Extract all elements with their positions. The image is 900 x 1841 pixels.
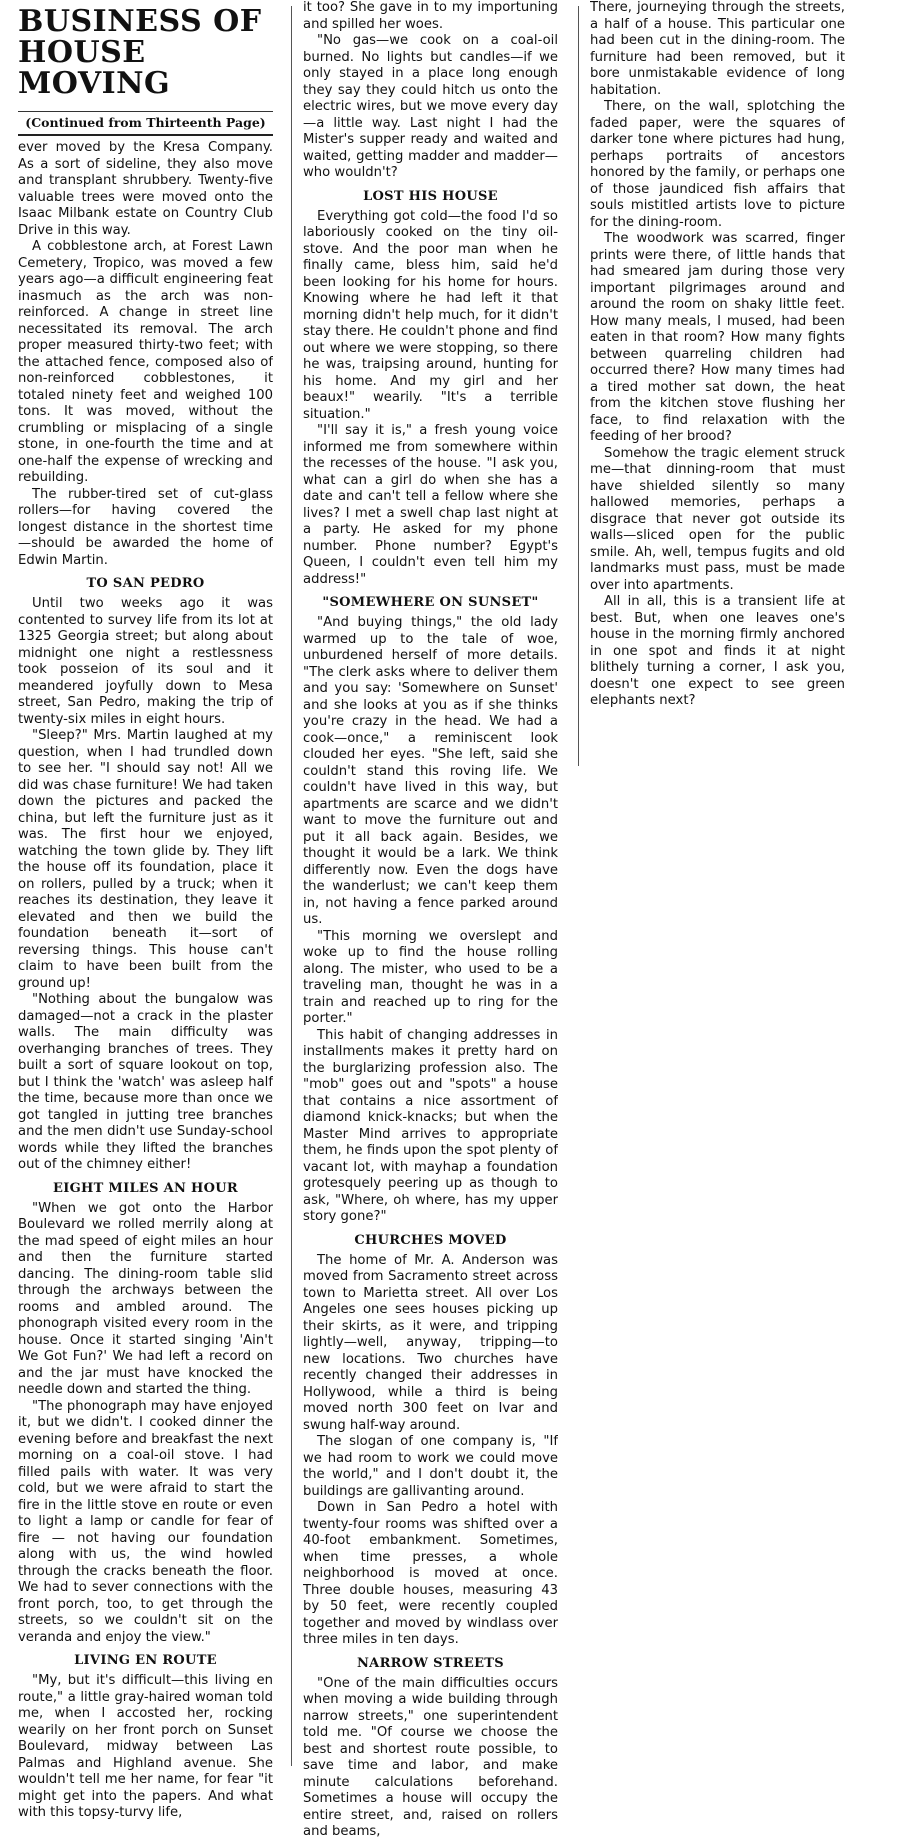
subheading: "SOMEWHERE ON SUNSET" [322,595,539,610]
paragraph: Somehow the tragic element struck me—that dinning-room that must have shielded silently so many hallowed memories, perhaps a disgrace that never got outside its walls—sliced open for the public smile. Ah, well, tempus fugits and old landmarks must pass, must be made over into apartments. [590,445,845,593]
paragraph: ever moved by the Kresa Company. As a sort of sideline, they also move and transplant shrubbery. Twenty-five valuable trees were moved onto the Isaac Milbank estate on Country Club Drive in this way. [18,140,273,238]
paragraph: "Sleep?" Mrs. Martin laughed at my question, when I had trundled down to see her. "I should say not! All we did was chase furniture! We had taken down the pictures and packed the china, but left the furniture just as it was. The first hour we enjoyed, watching the town glide by. They lift the house off its foundation, place it on rollers, pulled by a truck; when it reaches its destination, they leave it elevated and then we build the foundation beneath it—sort of reversing things. This house can't claim to have been built from the ground up! [18,728,273,991]
subheading: LOST HIS HOUSE [363,188,498,204]
column-3 [590,0,845,710]
headline-line-1: BUSINESS OF [18,4,262,39]
column-1-body [18,140,273,1822]
paragraph: "One of the main difficulties occurs when moving a wide building through narrow streets," one superintendent told me. "Of course we choose the best and shortest route possible, to save time and labor, and make minute calculations beforehand. Sometimes a house will occupy the entire street, and, raised on rollers and beams, [303,1675,558,1839]
paragraph: The woodwork was scarred, finger prints were there, of little hands that had smeared jam during those very important pilgrimages around and around the room on shaky little feet. How many meals, I mused, had been eaten in that room? How many fights between quarreling children had occurred there? How many times had a tired mother sat down, the heat from the kitchen stove flushing her face, to find relaxation with the feeding of her brood? [590,231,845,444]
paragraph: it too? She gave in to my importuning and spilled her woes. [303,0,558,32]
paragraph: "Nothing about the bungalow was damaged—not a crack in the plaster walls. The main difficulty was overhanging branches of trees. They built a sort of square lookout on top, but I think the 'watch' was asleep half the time, because more than once we got tangled in jutting tree branches and the men didn't use Sunday-school words while they lifted the branches out of the chimney either! [18,992,273,1172]
paragraph: The home of Mr. A. Anderson was moved from Sacramento street across town to Marietta street. All over Los Angeles one sees houses picking up their skirts, as it were, and tripping lightly—well, anyway, tripping—to new locations. Two churches have recently changed their addresses in Hollywood, while a third is being moved north 300 feet on Ivar and swung half-way around. [303,1252,558,1433]
column-rule [578,6,579,766]
paragraph: Down in San Pedro a hotel with twenty-four rooms was shifted over a 40-foot embankment. Sometimes, when time presses, a whole neighborhood is moved at once. Three double houses, measuring 43 by 50 feet, were recently coupled together and moved by windlass over three miles in ten days. [303,1500,558,1647]
paragraph: A cobblestone arch, at Forest Lawn Cemetery, Tropico, was moved a few years ago—a difficult engineering feat inasmuch as the arch was non-reinforced. A change in street line necessitated its removal. The arch proper measured thirty-two feet; with the attached fence, composed also of non-reinforced cobblestones, it totaled ninety feet and weighed 100 tons. It was moved, without the crumbling or misplacing of a single stone, in one-fourth the time and at one-half the expense of wrecking and rebuilding. [18,239,273,485]
paragraph: "The phonograph may have enjoyed it, but we didn't. I cooked dinner the evening before and breakfast the next morning on a coal-oil stove. I had filled pails with water. It was very cold, but we were afraid to start the fire in the little stove en route or even to light a lamp or candle for fear of fire — not having our foundation along with us, the wind howled through the cracks beneath the floor. We had to sever connections with the front porch, too, to get through the streets, so we couldn't sit on the veranda and enjoy the view." [18,1398,273,1645]
subheading: LIVING EN ROUTE [74,1653,217,1668]
paragraph: All in all, this is a transient life at best. But, when one leaves one's house in the morning firmly anchored in one spot and finds it at night blithely turning a corner, I ask you, doesn't one expect to see green elephants next? [590,594,845,708]
headline-line-2: HOUSE MOVING [18,35,171,101]
column-2-body [303,0,558,1841]
paragraph: Until two weeks ago it was contented to survey life from its lot at 1325 Georgia street; but along about midnight one night a restlessness took posseion of its soul and it meandered joyfully down to Mesa street, San Pedro, making the trip of twenty-six miles in eight hours. [18,596,273,727]
paragraph: "This morning we overslept and woke up to find the house rolling along. The mister, who used to be a traveling man, thought he was in a train and reached up to ring for the porter." [303,928,558,1026]
continued-note: (Continued from Thirteenth Page) [25,115,266,130]
paragraph: There, journeying through the streets, a half of a house. This particular one had been cut in the dining-room. The furniture had been removed, but it bore unmistakable evidence of long habitation. [590,0,845,98]
paragraph: "I'll say it is," a fresh young voice informed me from somewhere within the recesses of the house. "I ask you, what can a girl do when she has a date and can't tell a fellow where she lives? I met a swell chap last night at a party. He asked for my phone number. Phone number? Egypt's Queen, I couldn't even tell him my address!" [303,423,558,587]
headline [18,6,273,99]
paragraph: "When we got onto the Harbor Boulevard we rolled merrily along at the mad speed of eight miles an hour and then the furniture started dancing. The dining-room table slid through the archways between the rooms and ambled around. The phonograph visited every room in the house. Once it started singing 'Ain't We Got Fun?' We had left a record on and the jar must have knocked the needle down and started the thing. [18,1200,273,1397]
column-1 [18,0,273,1822]
subheading: EIGHT MILES AN HOUR [53,1180,238,1196]
paragraph: There, on the wall, splotching the faded paper, were the squares of darker tone where pictures had hung, perhaps portraits of ancestors honored by the family, or perhaps one of those jaundiced fish affairs that souls mistitled artists love to picture for the dining-room. [590,99,845,230]
paragraph: "No gas—we cook on a coal-oil burned. No lights but candles—if we only stayed in a place long enough they say they could hitch us onto the electric wires, but we move every day—a little way. Last night I had the Mister's supper ready and waited and waited, getting madder and madder—who wouldn't? [303,33,558,180]
column-3-body [590,0,845,710]
paragraph: "And buying things," the old lady warmed up to the tale of woe, unburdened herself of more details. "The clerk asks where to deliver them and you say: 'Somewhere on Sunset' and she looks at you as if she thinks you're crazy in the head. We had a cook—once," a reminiscent look clouded her eyes. "She left, said she couldn't stand this roving life. We couldn't have lived in this way, but apartments are scarce and we didn't want to move the furniture out and put it all back again. Besides, we thought it would be a lark. We think differently now. Even the dogs have the wanderlust; we can't keep them in, not having a fence parked around us. [303,615,558,927]
paragraph: Everything got cold—the food I'd so laboriously cooked on the tiny oil-stove. And the poor man when he finally came, bless him, said he'd been looking for his home for hours. Knowing where he had left it that morning didn't help much, for it didn't stay there. He couldn't phone and find out where we were stopping, so there he was, traipsing around, hunting for his home. And my girl and her beaux!" wearily. "It's a terrible situation." [303,208,558,422]
column-2 [303,0,558,1841]
subheading: NARROW STREETS [357,1655,504,1671]
subheading: TO SAN PEDRO [86,576,205,591]
subheading: CHURCHES MOVED [354,1232,507,1248]
divider [18,134,273,136]
divider [18,111,273,112]
paragraph: The rubber-tired set of cut-glass rollers—for having covered the longest distance in the shortest time—should be awarded the home of Edwin Martin. [18,486,273,568]
paragraph: This habit of changing addresses in installments makes it pretty hard on the burglarizing profession also. The "mob" goes out and "spots" a house that contains a nice assortment of diamond knick-knacks; but when the Master Mind arrives to appropriate them, he finds upon the spot plenty of vacant lot, with mayhap a foundation grotesquely peering up as though to ask, "Where, oh where, has my upper story gone?" [303,1027,558,1224]
column-rule [291,6,292,1766]
paragraph: The slogan of one company is, "If we had room to work we could move the world," and I don't doubt it, the buildings are gallivanting around. [303,1434,558,1499]
paragraph: "My, but it's difficult—this living en route," a little gray-haired woman told me, when I accosted her, rocking wearily on her front porch on Sunset Boulevard, midway between Las Palmas and Highland avenue. She wouldn't tell me her name, for fear "it might get into the papers. And what with this topsy-turvy life, [18,1673,273,1820]
